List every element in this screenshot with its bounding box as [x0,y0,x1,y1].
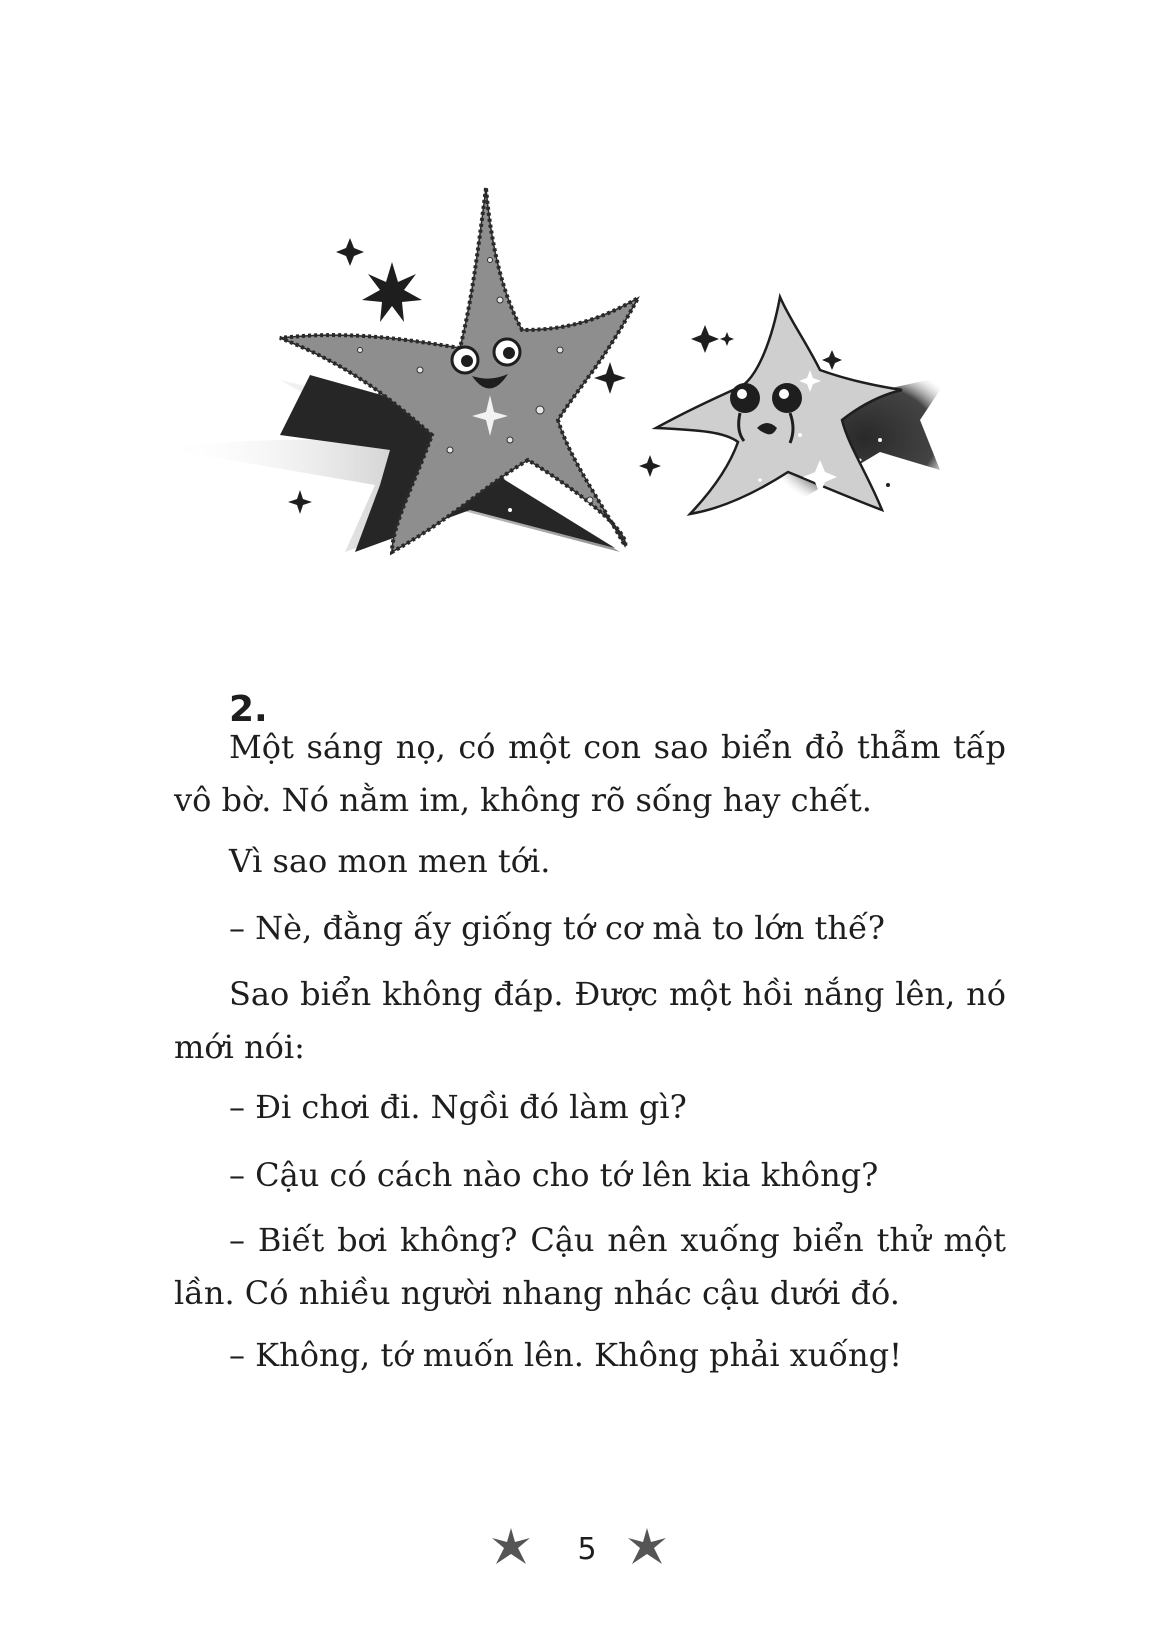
story-paragraph: Sao biển không đáp. Được một hồi nắng lên, nó mới nói: [174,975,1006,1066]
story-paragraph: Vì sao mon men tới. [229,842,551,880]
dialogue-line: – Không, tớ muốn lên. Không phải xuống! [229,1336,902,1374]
story-paragraph: Một sáng nọ, có một con sao biển đỏ thẫm tấp vô bờ. Nó nằm im, không rõ sống hay chết. [174,728,1006,819]
page-footer [0,1522,1174,1578]
dialogue-line: – Nè, đằng ấy giống tớ cơ mà to lớn thế? [229,909,885,947]
chapter-number: 2. [229,689,268,730]
starfish-illustration [160,180,1020,600]
dialogue-line: – Đi chơi đi. Ngồi đó làm gì? [229,1088,687,1126]
page-number: 5 [577,1532,597,1567]
big-starfish-icon [280,188,638,552]
dialogue-line: – Biết bơi không? Cậu nên xuống biển thử một lần. Có nhiều người nhang nhác cậu dưới đó. [174,1221,1006,1312]
footer-star-icon [490,1526,532,1568]
footer-star-icon [626,1526,668,1568]
dialogue-line: – Cậu có cách nào cho tớ lên kia không? [229,1156,879,1194]
small-crying-star-icon [656,297,902,514]
